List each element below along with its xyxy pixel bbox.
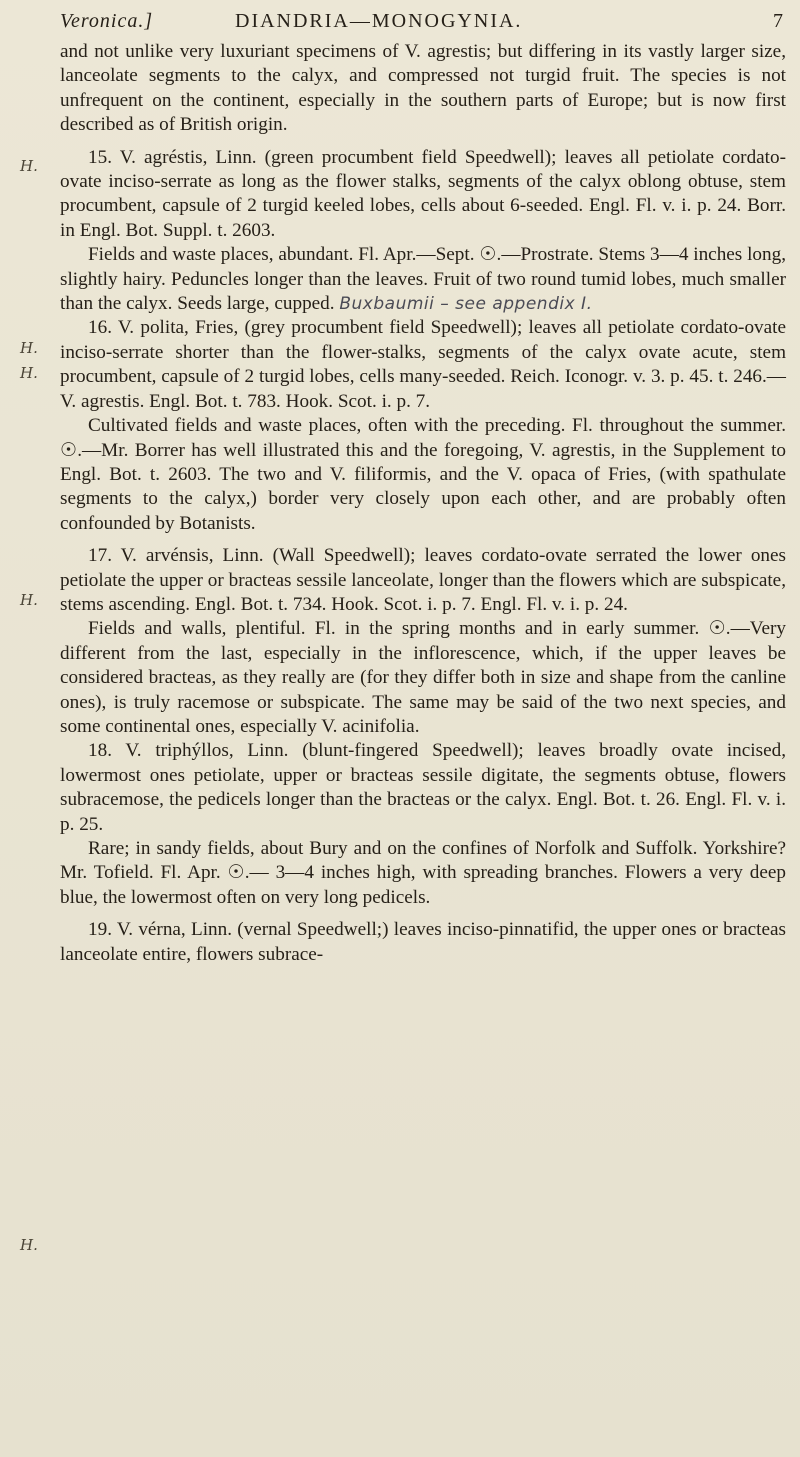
entry-17-description: 17. V. arvénsis, Linn. (Wall Speedwell); leaves cordato-ovate serrated the lower ones petiolate the upper or bracteas sessile lanceolate, longer than the flowers which are subspicate, stems ascending. Engl. Bot. t. 734. Hook. Scot. i. p. 7. Engl. Fl. v. i. p. 24. bbox=[60, 545, 786, 615]
margin-note: H. bbox=[20, 339, 38, 357]
entry-17-habitat: Fields and walls, plentiful. Fl. in the spring months and in early summer. ☉.—Very different from the last, especially in the inflorescence, which, if the upper leaves be considered bracteas, as they really are (for they differ both in size and shape from the canline ones), is truly racemose or subspicate. The same may be said of the two next species, and some continental ones, especially V. acinifolia. bbox=[60, 618, 786, 737]
margin-note: H. bbox=[20, 1236, 38, 1254]
header-title: DIANDRIA—MONOGYNIA. bbox=[235, 10, 523, 32]
entry-16-description: 16. V. polita, Fries, (grey procumbent field Speedwell); leaves all petiolate cordato-ovate inciso-serrate shorter than the flower-stalks, segments of the calyx ovate acute, stem procumbent, capsule of 2 turgid lobes, cells many-seeded. Reich. Iconogr. v. 3. p. 45. t. 246.—V. agrestis. Engl. Bot. t. 783. Hook. Scot. i. p. 7. bbox=[60, 317, 786, 412]
paragraph-intro: and not unlike very luxuriant specimens of V. agrestis; but differing in its vastly larger size, lanceolate segments to the calyx, and compressed not turgid fruit. The species is not unfrequent on the continent, especially in the southern parts of Europe; but is now first described as of British origin. bbox=[60, 41, 786, 136]
margin-note: H. bbox=[20, 157, 38, 175]
entry-15-description: 15. V. agréstis, Linn. (green procumbent field Speedwell); leaves all petiolate cordato-ovate inciso-serrate as long as the flower stalks, segments of the calyx oblong obtuse, stem procumbent, capsule of 2 turgid keeled lobes, cells about 6-seeded. Engl. Fl. v. i. p. 24. Borr. in Engl. Bot. Suppl. t. 2603. bbox=[60, 146, 786, 241]
running-header bbox=[60, 10, 790, 40]
margin-note: H. bbox=[20, 364, 38, 382]
header-section: Veronica.] bbox=[60, 10, 154, 32]
entry-18-description: 18. V. triphýllos, Linn. (blunt-fingered Speedwell); leaves broadly ovate incised, lowermost ones petiolate, upper or bracteas sessile digitate, the segments obtuse, flowers subracemose, the pedicels longer than the bracteas or the calyx. Engl. Bot. t. 26. Engl. Fl. v. i. p. 25. bbox=[60, 740, 786, 835]
entry-19-description: 19. V. vérna, Linn. (vernal Speedwell;) leaves inciso-pinnatifid, the upper ones or bracteas lanceolate entire, flowers subrace- bbox=[60, 919, 786, 965]
entry-18-habitat: Rare; in sandy fields, about Bury and on the confines of Norfolk and Suffolk. Yorkshire? Mr. Tofield. Fl. Apr. ☉.— 3—4 inches high, with spreading branches. Flowers a very deep blue, the lowermost often on very long pedicels. bbox=[60, 838, 786, 908]
page-number: 7 bbox=[773, 10, 784, 32]
page-body bbox=[60, 40, 786, 967]
margin-note: H. bbox=[20, 591, 38, 609]
handwritten-annotation: Buxbaumii – see appendix I. bbox=[339, 294, 593, 315]
entry-16-habitat: Cultivated fields and waste places, often with the preceding. Fl. throughout the summer. ☉.—Mr. Borrer has well illustrated this and the foregoing, V. agrestis, in the Supplement to Engl. Bot. t. 2603. The two and V. filiformis, and the V. opaca of Fries, (with spathulate segments to the calyx,) border very closely upon each other, and are probably often confounded by Botanists. bbox=[60, 415, 786, 534]
entry-15-habitat: Fields and waste places, abundant. Fl. Apr.—Sept. ☉.—Prostrate. Stems 3—4 inches long, slightly hairy. Peduncles longer than the leaves. Fruit of two round tumid lobes, much smaller than the calyx. Seeds large, cupped. bbox=[60, 244, 786, 315]
